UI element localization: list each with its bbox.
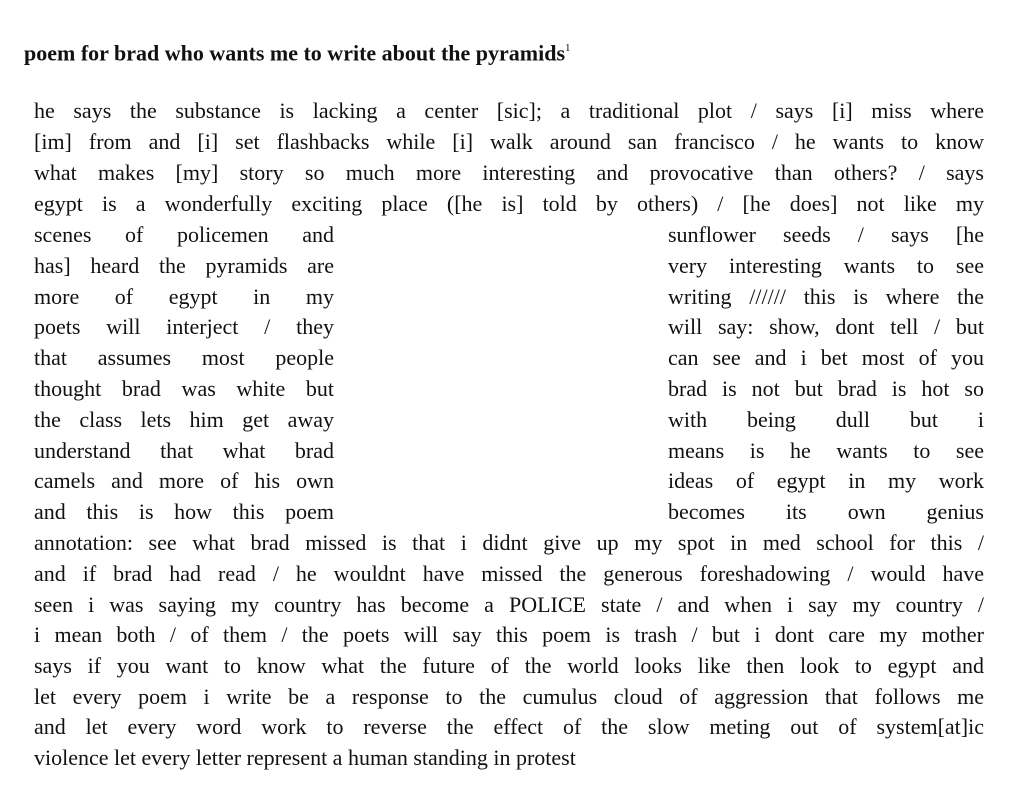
poem-line: seen i was saying my country has become a POLICE state / and when i say my country /: [34, 592, 984, 617]
right-column-line: sunflower seeds / says [he: [668, 222, 984, 247]
poem-line: annotation: see what brad missed is that i didnt give up my spot in med school for this /: [34, 530, 984, 555]
left-column-line: and this is how this poem: [34, 499, 334, 524]
left-column-line: scenes of policemen and: [34, 222, 334, 247]
right-column-line: writing ////// this is where the: [668, 284, 984, 309]
poem-title-text: poem for brad who wants me to write about the pyramids: [24, 40, 566, 66]
right-column-line: very interesting wants to see: [668, 253, 984, 278]
left-column-line: that assumes most people: [34, 345, 334, 370]
poem-line: says if you want to know what the future of the world looks like then look to egypt and: [34, 653, 984, 678]
left-column-line: understand that what brad: [34, 438, 334, 463]
right-column-line: can see and i bet most of you: [668, 345, 984, 370]
right-column-line: will say: show, dont tell / but: [668, 314, 984, 339]
poem-line: let every poem i write be a response to the cumulus cloud of aggression that follows me: [34, 684, 984, 709]
poem-line: violence let every letter represent a human standing in protest: [34, 745, 576, 770]
left-column-line: thought brad was white but: [34, 376, 334, 401]
right-column-line: means is he wants to see: [668, 438, 984, 463]
footnote-marker: 1: [565, 42, 571, 54]
right-column-line: ideas of egypt in my work: [668, 468, 984, 493]
poem-title: [24, 34, 571, 68]
poem-line: and if brad had read / he wouldnt have missed the generous foreshadowing / would have: [34, 561, 984, 586]
poem-line: i mean both / of them / the poets will say this poem is trash / but i dont care my mother: [34, 622, 984, 647]
poem-line: [im] from and [i] set flashbacks while [i] walk around san francisco / he wants to know: [34, 129, 984, 154]
right-column-line: with being dull but i: [668, 407, 984, 432]
poem-line: he says the substance is lacking a center [sic]; a traditional plot / says [i] miss where: [34, 98, 984, 123]
poem-line: egypt is a wonderfully exciting place ([he is] told by others) / [he does] not like my: [34, 191, 984, 216]
right-column-line: brad is not but brad is hot so: [668, 376, 984, 401]
left-column-line: has] heard the pyramids are: [34, 253, 334, 278]
left-column-line: camels and more of his own: [34, 468, 334, 493]
poem-line: and let every word work to reverse the effect of the slow meting out of system[at]ic: [34, 714, 984, 739]
left-column-line: the class lets him get away: [34, 407, 334, 432]
left-column-line: more of egypt in my: [34, 284, 334, 309]
left-column-line: poets will interject / they: [34, 314, 334, 339]
poem-line: what makes [my] story so much more interesting and provocative than others? / says: [34, 160, 984, 185]
right-column-line: becomes its own genius: [668, 499, 984, 524]
